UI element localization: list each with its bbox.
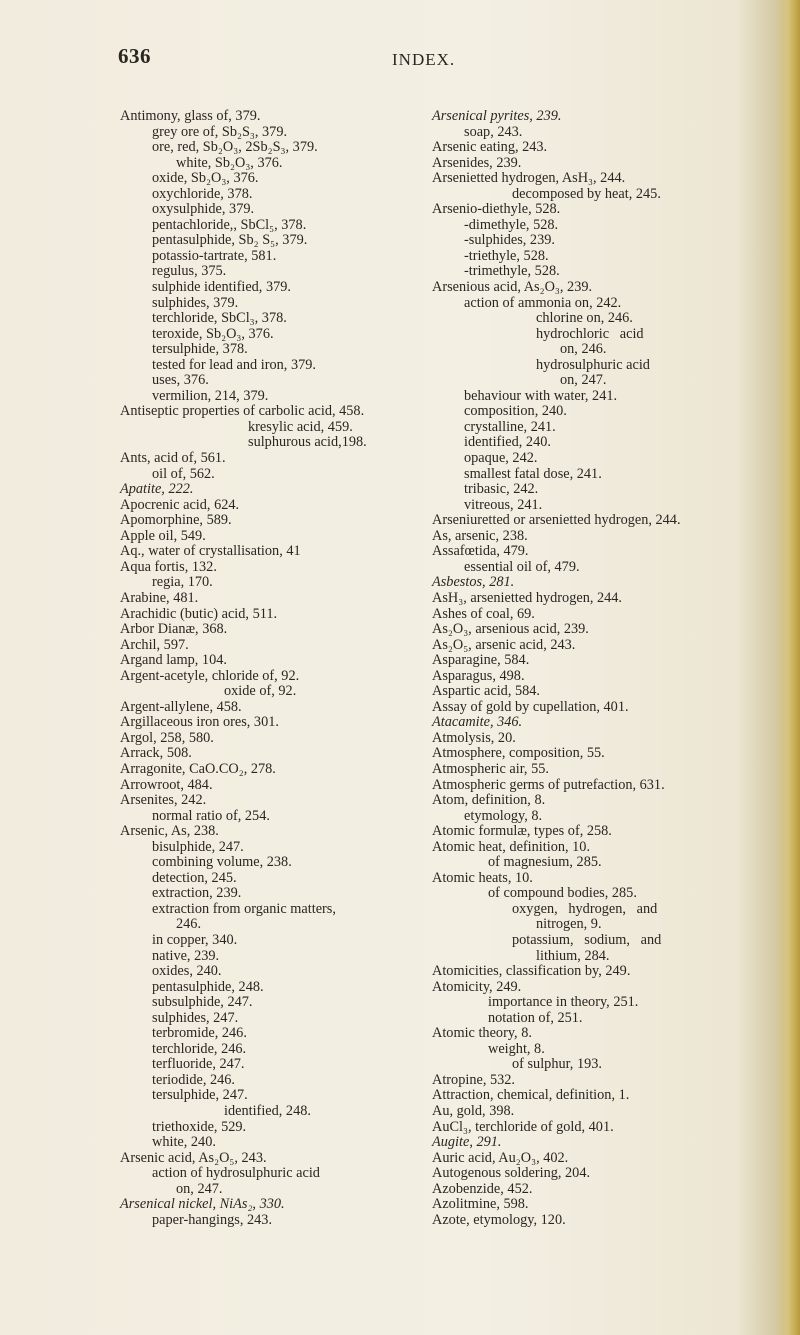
- index-entry: Auric acid, Au₂O₃, 402.: [432, 1149, 569, 1166]
- index-entry: identified, 248.: [224, 1103, 311, 1119]
- index-entry: extraction, 239.: [152, 885, 242, 902]
- index-entry: Azobenzide, 452.: [432, 1180, 533, 1197]
- index-entry: teroxide, Sb₂O₃, 376.: [152, 325, 274, 342]
- index-entry: grey ore of, Sb₂S₃, 379.: [152, 123, 288, 140]
- index-entry: Arrack, 508.: [120, 745, 192, 762]
- index-entry: importance in theory, 251.: [488, 994, 639, 1011]
- index-entry: AsH₃, arsenietted hydrogen, 244.: [432, 589, 623, 606]
- index-entry: Apocrenic acid, 624.: [120, 496, 240, 513]
- index-entry: Au, gold, 398.: [432, 1103, 515, 1119]
- index-entry: Archil, 597.: [120, 636, 189, 653]
- index-entry: uses, 376.: [152, 372, 209, 389]
- index-entry: Atropine, 532.: [432, 1071, 515, 1088]
- index-entry: teriodide, 246.: [152, 1071, 235, 1088]
- index-entry: Aqua fortis, 132.: [120, 558, 217, 575]
- index-entry: of sulphur, 193.: [512, 1056, 602, 1073]
- index-entry: hydrochloric acid: [536, 325, 644, 342]
- index-entry: -dimethyle, 528.: [464, 216, 559, 233]
- index-entry: Argent-acetyle, chloride of, 92.: [120, 667, 300, 684]
- index-entry: terfluoride, 247.: [152, 1056, 245, 1073]
- index-entry: combining volume, 238.: [152, 854, 292, 871]
- index-entry: vermilion, 214, 379.: [152, 387, 269, 404]
- page-number: 636: [118, 44, 151, 68]
- index-entry: Argol, 258, 580.: [120, 729, 214, 746]
- index-entry: Atomic theory, 8.: [432, 1025, 532, 1042]
- index-entry: of compound bodies, 285.: [488, 885, 637, 902]
- index-entry: Arachidic (butic) acid, 511.: [120, 605, 278, 622]
- index-entry: identified, 240.: [464, 434, 551, 451]
- index-entry: -sulphides, 239.: [464, 232, 555, 249]
- index-entry: Atmolysis, 20.: [432, 729, 516, 746]
- index-entry: oxychloride, 378.: [152, 185, 253, 202]
- index-entry: Atomicity, 249.: [432, 978, 522, 995]
- index-entry: Atmosphere, composition, 55.: [432, 745, 605, 762]
- index-entry: decomposed by heat, 245.: [512, 185, 661, 202]
- index-entry: of magnesium, 285.: [488, 854, 602, 871]
- index-entry: on, 247.: [560, 372, 607, 389]
- index-entry: oxide, Sb₂O₃, 376.: [152, 170, 259, 187]
- index-entry: Arsenic acid, As₂O₅, 243.: [120, 1149, 267, 1166]
- index-entry: -triethyle, 528.: [464, 247, 549, 264]
- index-entry: Argent-allylene, 458.: [120, 698, 242, 715]
- index-entry: lithium, 284.: [536, 947, 610, 964]
- index-entry: Autogenous soldering, 204.: [432, 1165, 591, 1182]
- index-entry: As₂O₅, arsenic acid, 243.: [432, 636, 576, 653]
- index-entry: Arrowroot, 484.: [120, 776, 213, 793]
- index-entry: 246.: [176, 916, 202, 933]
- index-entry: Arseniuretted or arsenietted hydrogen, 244.: [432, 512, 681, 529]
- index-entry: potassio-tartrate, 581.: [152, 247, 277, 264]
- index-entry: Arragonite, CaO.CO₂, 278.: [120, 760, 276, 777]
- index-entry: tersulphide, 247.: [152, 1087, 248, 1104]
- index-entry: Ashes of coal, 69.: [432, 605, 535, 622]
- index-entry: white, Sb₂O₃, 376.: [176, 154, 283, 171]
- index-entry: smallest fatal dose, 241.: [464, 465, 602, 482]
- index-entry: Arsenietted hydrogen, AsH₃, 244.: [432, 170, 626, 187]
- index-entry: etymology, 8.: [464, 807, 543, 824]
- index-entry: terbromide, 246.: [152, 1025, 247, 1042]
- index-entry: Azolitmine, 598.: [432, 1196, 529, 1213]
- index-entry: hydrosulphuric acid: [536, 356, 650, 373]
- index-entry: white, 240.: [152, 1134, 216, 1151]
- index-entry: opaque, 242.: [464, 450, 538, 467]
- index-entry: terchloride, SbCl₃, 378.: [152, 310, 287, 327]
- index-entry: regulus, 375.: [152, 263, 227, 280]
- index-entry: on, 247.: [176, 1180, 223, 1197]
- page-title: INDEX.: [392, 50, 456, 69]
- index-entry: tested for lead and iron, 379.: [152, 356, 316, 373]
- index-entry: Ants, acid of, 561.: [120, 450, 226, 467]
- index-entry: Attraction, chemical, definition, 1.: [432, 1087, 630, 1104]
- index-entry: on, 246.: [560, 341, 607, 358]
- index-entry: Asparagine, 584.: [432, 652, 530, 669]
- index-entry: oil of, 562.: [152, 465, 215, 482]
- index-entry: sulphides, 247.: [152, 1009, 239, 1026]
- index-entry: sulphide identified, 379.: [152, 279, 291, 296]
- index-entry: Atmospheric germs of putrefaction, 631.: [432, 776, 665, 793]
- index-entry: As, arsenic, 238.: [432, 527, 528, 544]
- index-entry: Atom, definition, 8.: [432, 792, 546, 809]
- index-column-right: [432, 109, 780, 1228]
- index-entry: behaviour with water, 241.: [464, 387, 618, 404]
- index-entry: chlorine on, 246.: [536, 310, 633, 327]
- index-entry: potassium, sodium, and: [512, 931, 662, 948]
- index-entry: paper-hangings, 243.: [152, 1211, 273, 1228]
- index-entry: Atmospheric air, 55.: [432, 760, 549, 777]
- index-entry: soap, 243.: [464, 123, 523, 140]
- index-entry: Atomic heat, definition, 10.: [432, 838, 591, 855]
- index-entry: regia, 170.: [152, 574, 213, 591]
- index-entry: Argillaceous iron ores, 301.: [120, 714, 279, 731]
- index-entry: Arsenites, 242.: [120, 792, 207, 809]
- index-entry: As₂O₃, arsenious acid, 239.: [432, 621, 589, 638]
- index-entry: Arsenic eating, 243.: [432, 139, 548, 156]
- index-entry: oxide of, 92.: [224, 683, 297, 700]
- index-entry: pentachloride,, SbCl₅, 378.: [152, 216, 307, 233]
- index-entry: Apatite, 222.: [120, 481, 194, 498]
- index-entry: Aq., water of crystallisation, 41: [120, 543, 301, 560]
- index-entry: bisulphide, 247.: [152, 838, 244, 855]
- index-entry: in copper, 340.: [152, 931, 238, 948]
- index-entry: terchloride, 246.: [152, 1040, 247, 1057]
- index-entry: crystalline, 241.: [464, 418, 556, 435]
- index-entry: detection, 245.: [152, 869, 237, 886]
- index-entry: sulphurous acid,198.: [248, 434, 367, 451]
- index-entry: Atacamite, 346.: [432, 714, 523, 731]
- page-edge-gilt: [778, 0, 800, 1335]
- index-entry: vitreous, 241.: [464, 496, 543, 513]
- index-entry: Arsenio-diethyle, 528.: [432, 201, 561, 218]
- index-entry: Apomorphine, 589.: [120, 512, 232, 529]
- index-entry: pentasulphide, 248.: [152, 978, 264, 995]
- index-column-left: [120, 109, 420, 1228]
- index-entry: Atomic heats, 10.: [432, 869, 533, 886]
- index-entry: kresylic acid, 459.: [248, 418, 353, 435]
- index-entry: triethoxide, 529.: [152, 1118, 247, 1135]
- index-entry: Assay of gold by cupellation, 401.: [432, 698, 629, 715]
- index-entry: Atomicities, classification by, 249.: [432, 963, 631, 980]
- index-entry: Assafœtida, 479.: [432, 543, 529, 560]
- index-entry: action of hydrosulphuric acid: [152, 1165, 320, 1182]
- index-entry: Arsenides, 239.: [432, 154, 522, 171]
- index-entry: Argand lamp, 104.: [120, 652, 227, 669]
- index-entry: AuCl₃, terchloride of gold, 401.: [432, 1118, 614, 1135]
- index-entry: oxysulphide, 379.: [152, 201, 255, 218]
- index-entry: subsulphide, 247.: [152, 994, 253, 1011]
- index-entry: notation of, 251.: [488, 1009, 583, 1026]
- index-entry: pentasulphide, Sb₂ S₅, 379.: [152, 232, 308, 249]
- index-entry: oxygen, hydrogen, and: [512, 900, 658, 917]
- index-entry: composition, 240.: [464, 403, 567, 420]
- index-entry: Apple oil, 549.: [120, 527, 206, 544]
- index-entry: essential oil of, 479.: [464, 558, 580, 575]
- index-entry: Asbestos, 281.: [432, 574, 515, 591]
- index-entry: action of ammonia on, 242.: [464, 294, 622, 311]
- index-entry: Azote, etymology, 120.: [432, 1211, 566, 1228]
- index-entry: tersulphide, 378.: [152, 341, 248, 358]
- index-entry: native, 239.: [152, 947, 220, 964]
- index-entry: Antimony, glass of, 379.: [120, 108, 261, 124]
- index-entry: Arbor Dianæ, 368.: [120, 621, 228, 638]
- index-entry: ore, red, Sb₂O₃, 2Sb₂S₃, 379.: [152, 139, 318, 156]
- index-entry: oxides, 240.: [152, 963, 222, 980]
- index-entry: Atomic formulæ, types of, 258.: [432, 823, 612, 840]
- index-entry: normal ratio of, 254.: [152, 807, 270, 824]
- index-entry: nitrogen, 9.: [536, 916, 602, 933]
- index-entry: Arsenical pyrites, 239.: [432, 108, 562, 124]
- index-entry: Antiseptic properties of carbolic acid, 458.: [120, 403, 365, 420]
- index-entry: sulphides, 379.: [152, 294, 239, 311]
- index-entry: Asparagus, 498.: [432, 667, 525, 684]
- index-entry: Arsenical nickel, NiAs₂, 330.: [120, 1196, 285, 1213]
- index-entry: weight, 8.: [488, 1040, 545, 1057]
- index-entry: Arabine, 481.: [120, 589, 199, 606]
- index-entry: extraction from organic matters,: [152, 900, 336, 917]
- index-entry: tribasic, 242.: [464, 481, 539, 498]
- index-entry: Arsenic, As, 238.: [120, 823, 219, 840]
- index-entry: -trimethyle, 528.: [464, 263, 560, 280]
- index-entry: Arsenious acid, As₂O₃, 239.: [432, 279, 593, 296]
- index-entry: Augite, 291.: [432, 1134, 502, 1151]
- index-entry: Aspartic acid, 584.: [432, 683, 540, 700]
